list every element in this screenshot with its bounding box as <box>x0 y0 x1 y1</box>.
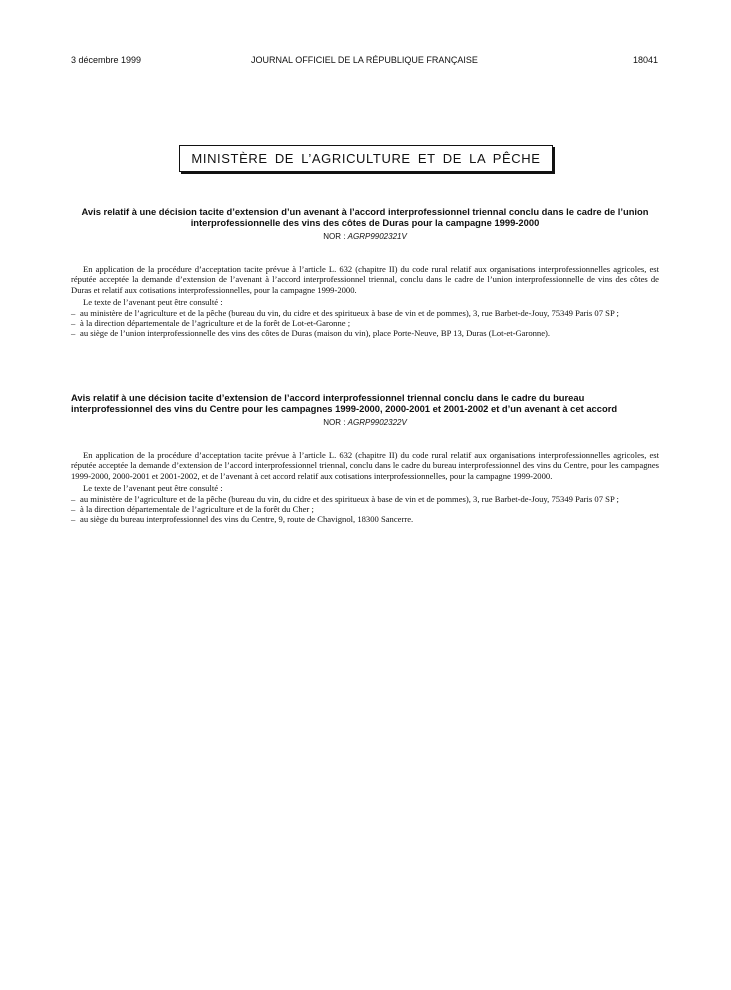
consult-intro: Le texte de l’avenant peut être consulté : <box>83 297 223 308</box>
notice-title: Avis relatif à une décision tacite d’extension d’un avenant à l’accord interprofessionnel triennal conclu dans le cadre de l’union interprofessionnelle des vins des côtes de Duras pour la campagne 1999-2000 <box>81 206 649 228</box>
nor-reference <box>71 232 659 242</box>
issue-date: 3 décembre 1999 <box>71 55 142 65</box>
ministry-heading: MINISTÈRE DE L’AGRICULTURE ET DE LA PÊCHE <box>179 145 553 172</box>
page-number: 18041 <box>632 55 658 65</box>
nor-label: NOR : <box>323 418 346 427</box>
nor-code: AGRP9902322V <box>347 418 407 427</box>
nor-label: NOR : <box>323 232 346 241</box>
running-head <box>71 53 658 67</box>
list-item: – au ministère de l’agriculture et de la pêche (bureau du vin, du cidre et des spiritueux à base de vin et de pommes), 3, rue Barbet-de-Jouy, 75349 Paris 07 SP ; <box>71 494 659 504</box>
notice-body <box>71 450 659 525</box>
list-item: – au ministère de l’agriculture et de la pêche (bureau du vin, du cidre et des spiritueux à base de vin et de pommes), 3, rue Barbet-de-Jouy, 75349 Paris 07 SP ; <box>71 308 659 318</box>
notice-title: Avis relatif à une décision tacite d’extension de l’accord interprofessionnel triennal conclu dans le cadre du bureau interprofessionnel des vins du Centre pour les campagnes 1999-2000, 2000-2001 et 2001-2002 et d’un avenant à cet accord <box>71 392 618 414</box>
notice-paragraph: En application de la procédure d’acceptation tacite prévue à l’article L. 632 (chapitre II) du code rural relatif aux organisations interprofessionnelles agricoles, est réputée acceptée la demande d’extension de l’avenant à l’accord interprofessionnel triennal, conclu dans le cadre de l’union interprofessionnelle de vins des côtes de Duras et relatif aux cotisations interprofessionnelles, pour la campagne 1999-2000. <box>71 264 659 295</box>
notice-duras <box>71 206 659 339</box>
consult-locations <box>71 308 659 339</box>
list-item: – au siège du bureau interprofessionnel des vins du Centre, 9, route de Chavignol, 18300 Sancerre. <box>71 514 659 524</box>
consult-intro: Le texte de l’avenant peut être consulté : <box>83 483 223 494</box>
nor-code: AGRP9902321V <box>347 232 407 241</box>
notice-centre <box>71 392 659 525</box>
notice-paragraph: En application de la procédure d’acceptation tacite prévue à l’article L. 632 (chapitre II) du code rural relatif aux organisations interprofessionnelles agricoles, est réputée acceptée la demande d’extension de l’accord interprofessionnel triennal, conclu dans le cadre du bureau interprofessionnel des vins du Centre, pour les campagnes 1999-2000, 2000-2001 et 2001-2002, et de l’avenant à cet accord relatif aux cotisations interprofessionnelles, pour la campagne 1999-2000. <box>71 450 659 481</box>
consult-locations <box>71 494 659 525</box>
list-item: – au siège de l’union interprofessionnelle des vins des côtes de Duras (maison du vin), place Porte-Neuve, BP 13, Duras (Lot-et-Garonne). <box>71 328 659 338</box>
notice-body <box>71 264 659 339</box>
list-item: – à la direction départementale de l’agriculture et de la forêt du Cher ; <box>71 504 659 514</box>
journal-title: JOURNAL OFFICIEL DE LA RÉPUBLIQUE FRANÇAISE <box>251 55 478 65</box>
list-item: – à la direction départementale de l’agriculture et de la forêt de Lot-et-Garonne ; <box>71 318 659 328</box>
nor-reference <box>71 418 659 428</box>
